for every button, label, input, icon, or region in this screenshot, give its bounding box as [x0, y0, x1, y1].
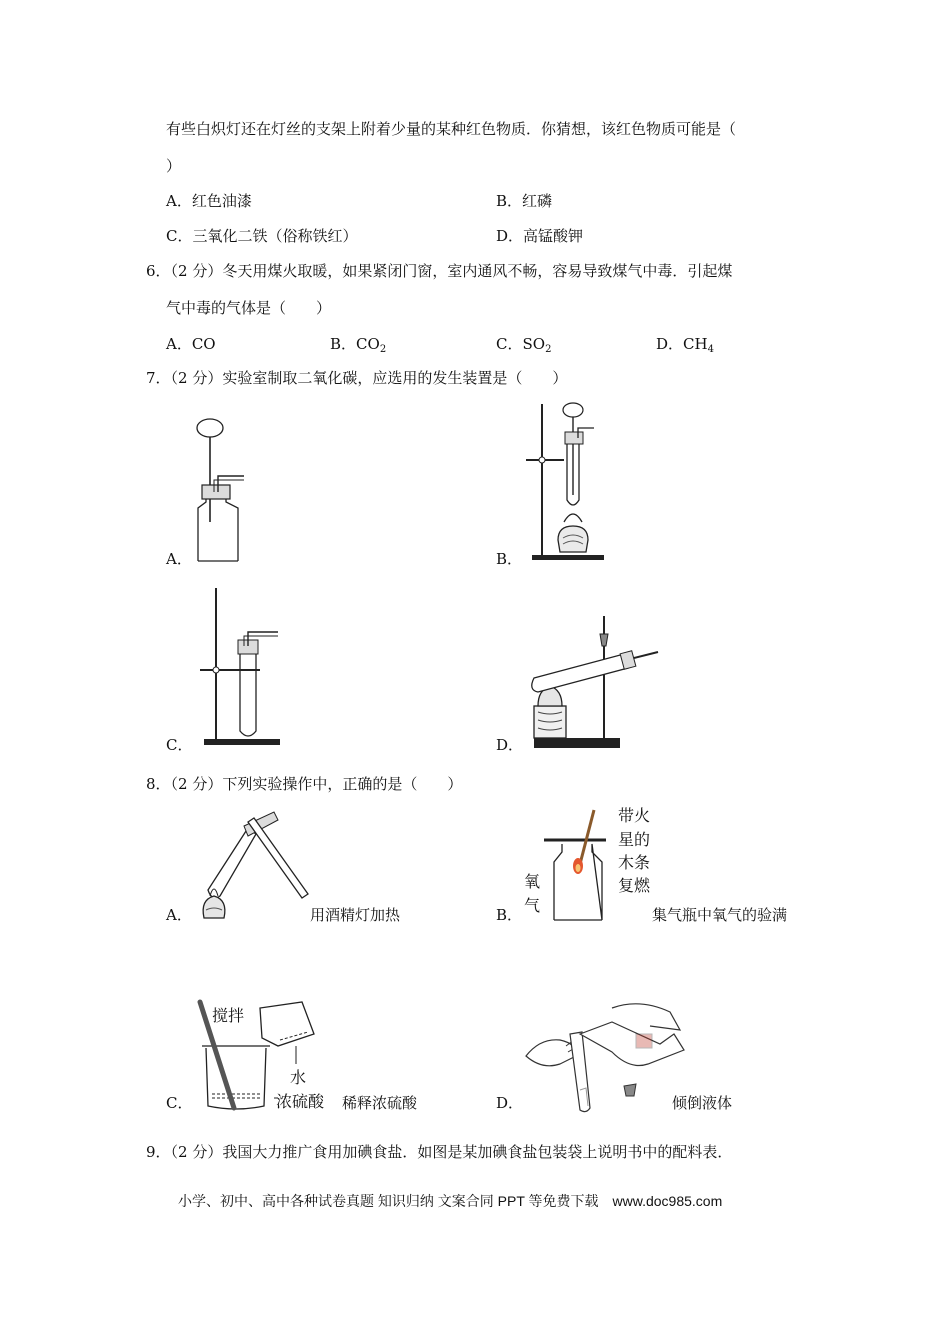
- q8-figure-d: [520, 1000, 690, 1115]
- q8-b-gas-line2: 气: [524, 896, 541, 915]
- q7-figure-b: [520, 400, 610, 565]
- q6-option-b: B．$CO_2$: [330, 335, 387, 355]
- q6-option-d: D．$CH_4$: [656, 335, 714, 355]
- q8-figure-a: [194, 808, 314, 923]
- q8-c-acid-label: 浓硫酸: [276, 1092, 325, 1111]
- q6-stem-line2: 气中毒的气体是（ ）: [166, 299, 332, 317]
- q8-figure-b: [540, 808, 610, 923]
- q8-c-stir-label: 搅拌: [212, 1006, 245, 1025]
- q7-label-d: D．: [496, 736, 524, 754]
- q6-stem-line1: 6．（2 分）冬天用煤火取暖，如果紧闭门窗，室内通风不畅，容易导致煤气中毒．引起煤: [146, 262, 733, 280]
- q8-caption-d: 倾倒液体: [672, 1094, 733, 1112]
- q8-caption-b: 集气瓶中氧气的验满: [652, 906, 788, 924]
- q5-option-a: A．红色油漆: [166, 192, 252, 210]
- q8-label-b: B．: [496, 906, 523, 924]
- q8-label-d: D．: [496, 1094, 524, 1112]
- page-footer: 小学、初中、高中各种试卷真题 知识归纳 文案合同 PPT 等免费下载 www.doc985.com: [178, 1193, 723, 1209]
- q5-stem-line2: ）: [166, 157, 182, 175]
- q8-c-water-label: 水: [290, 1068, 307, 1087]
- q6-option-c: C．$SO_2$: [496, 335, 552, 355]
- q8-stem: 8．（2 分）下列实验操作中，正确的是（ ）: [146, 775, 463, 793]
- q7-figure-d: [520, 612, 660, 752]
- q8-label-c: C．: [166, 1094, 193, 1112]
- q7-stem: 7．（2 分）实验室制取二氧化碳，应选用的发生装置是（ ）: [146, 369, 568, 387]
- q5-option-c: C．三氧化二铁（俗称铁红）: [166, 227, 358, 245]
- q8-b-gas-line1: 氧: [524, 872, 541, 891]
- q7-figure-c: [196, 586, 286, 751]
- q7-label-a: A．: [166, 550, 192, 568]
- q8-b-stick-line4: 复燃: [618, 876, 651, 895]
- q9-stem: 9．（2 分）我国大力推广食用加碘食盐．如图是某加碘食盐包装袋上说明书中的配料表．: [146, 1143, 733, 1161]
- q8-label-a: A．: [166, 906, 192, 924]
- q8-caption-c: 稀释浓硫酸: [342, 1094, 418, 1112]
- q8-caption-a: 用酒精灯加热: [310, 906, 401, 924]
- q7-label-b: B．: [496, 550, 523, 568]
- q5-stem-line1: 有些白炽灯还在灯丝的支架上附着少量的某种红色物质．你猜想，该红色物质可能是（: [166, 120, 737, 138]
- q7-label-c: C．: [166, 736, 193, 754]
- q8-b-stick-line2: 星的: [618, 830, 651, 849]
- q6-option-a: A．CO: [166, 335, 216, 353]
- q5-option-b: B．红磷: [496, 192, 553, 210]
- q8-b-stick-line3: 木条: [618, 853, 651, 872]
- q8-b-stick-line1: 带火: [618, 806, 651, 825]
- q7-figure-a: [188, 418, 268, 568]
- q5-option-d: D．高锰酸钾: [496, 227, 584, 245]
